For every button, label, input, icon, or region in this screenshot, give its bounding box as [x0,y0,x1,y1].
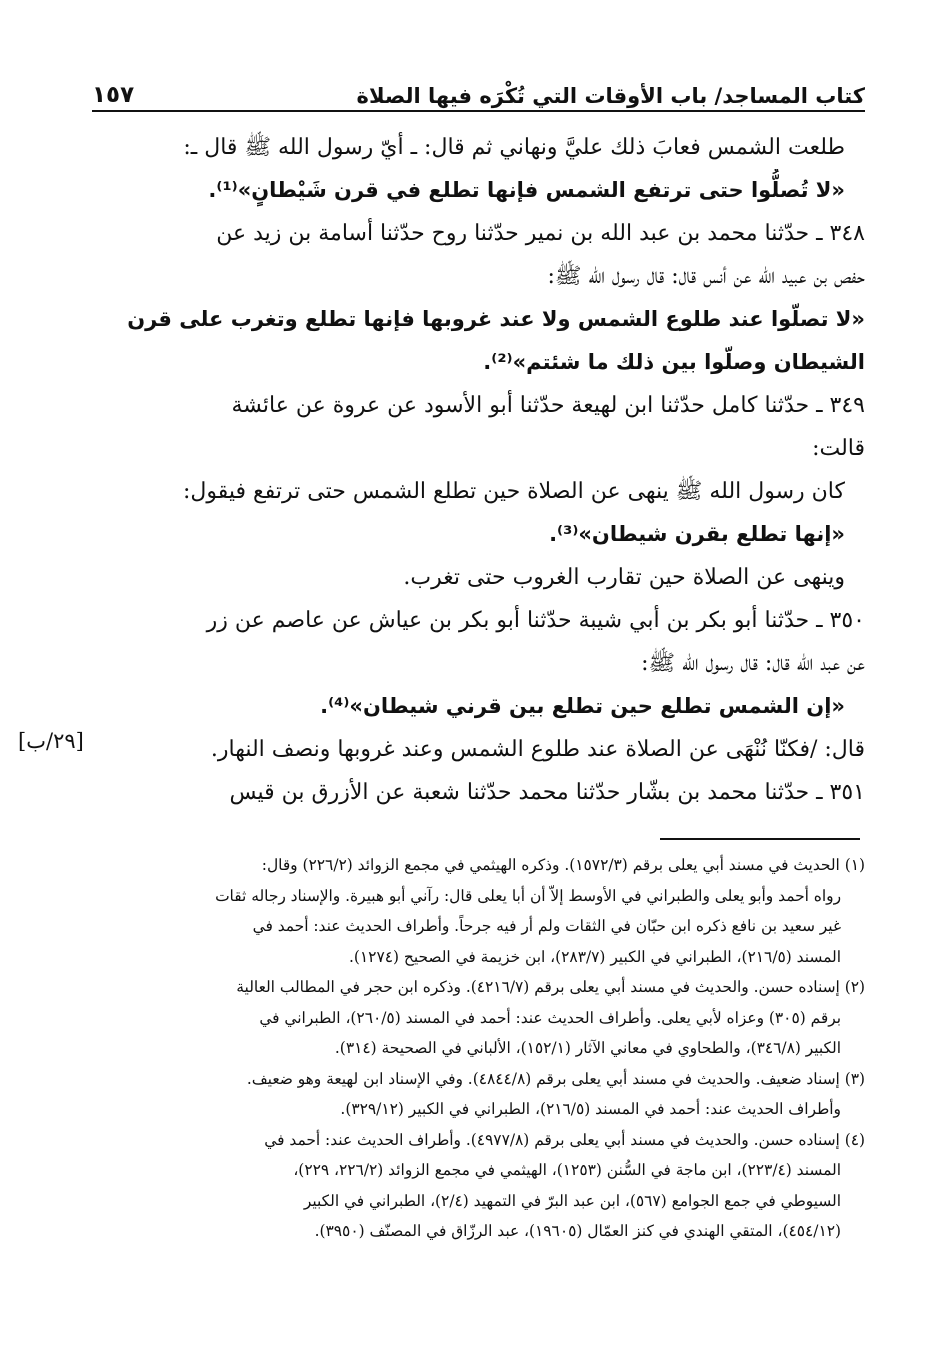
footnote-divider [660,838,860,840]
text-line: كان رسول الله ﷺ ينهى عن الصلاة حين تطلع الشمس حتى ترتفع فيقول: [183,479,845,504]
footnote-line: (٤٥٤/١٢)، المتقي الهندي في كنز العمّال (١٩٦٠٥)، عبد الرزّاق في المصنّف (٣٩٥٠). [314,1222,841,1240]
hadith-chain: ٣٥٠ ـ حدّثنا أبو بكر بن أبي شيبة حدّثنا أبو بكر بن عياش عن عاصم عن زر [206,608,865,633]
folio-marker: [٢٩/ب] [18,729,84,753]
hadith-chain: ٣٤٨ ـ حدّثنا محمد بن عبد الله بن نمير حدّثنا روح حدّثنا أسامة بن زيد عن [216,221,865,246]
main-text [92,126,865,814]
text-line: عن عبد الله قال: قال رسول الله ﷺ: [641,651,865,676]
text-line: طلعت الشمس فعابَ ذلك عليَّ ونهاني ثم قال: ـ أيّ رسول الله ﷺ قال ـ: [183,135,845,160]
hadith-quote: الشيطان وصلّوا بين ذلك ما شئتم»⁽²⁾. [483,350,865,374]
footnote-line: السيوطي في جمع الجوامع (٥٦٧)، ابن عبد البرّ في التمهيد (٢/٤)، الطبراني في الكبير [303,1191,841,1210]
text-line [92,728,865,771]
running-header [92,64,865,108]
footnote-line: رواه أحمد وأبو يعلى والطبراني في الأوسط إلاّ أن أبا يعلى قال: رآني أبو هبيرة. والإسناد رجاله ثقات [215,886,841,905]
text-line: وينهى عن الصلاة حين تقارب الغروب حتى تغرب. [403,565,845,590]
footnote-line: غير سعيد بن نافع ذكره ابن حبّان في الثقات ولم أر فيه جرحاً. وأطراف الحديث عند: أحمد في [252,917,841,935]
hadith-quote: «إن الشمس تطلع حين تطلع بين قرني شيطان»⁽⁴⁾. [320,694,845,718]
footnote-line: المسند (٢١٦/٥)، الطبراني في الكبير (٢٨٣/٧)، ابن خزيمة في الصحيح (١٢٧٤). [349,947,841,966]
footnote-line: (٤) إسناده حسن. والحديث في مسند أبي يعلى برقم (٤٩٧٧/٨). وأطراف الحديث عند: أحمد في [264,1130,865,1149]
footnote-line: (١) الحديث في مسند أبي يعلى برقم (١٥٧٢/٣). وذكره الهيثمي في مجمع الزوائد (٢٢٦/٢) وقال: [261,856,865,874]
hadith-quote: «لا تصلّوا عند طلوع الشمس ولا عند غروبها فإنها تطلع وتغرب على قرن [127,307,865,331]
text-line-content: قال: /فكنّا نُنْهَى عن الصلاة عند طلوع الشمس وعند غروبها ونصف النهار. [210,737,865,762]
hadith-quote: «لا تُصلُّوا حتى ترتفع الشمس فإنها تطلع في قرن شَيْطانٍ»⁽¹⁾. [208,178,845,202]
hadith-chain: ٣٥١ ـ حدّثنا محمد بن بشّار حدّثنا محمد حدّثنا شعبة عن الأزرق بن قيس [229,780,865,805]
hadith-chain: ٣٤٩ ـ حدّثنا كامل حدّثنا ابن لهيعة حدّثنا أبو الأسود عن عروة عن عائشة [231,393,865,418]
page-number: ١٥٧ [92,82,135,108]
footnote-line: المسند (٢٢٣/٤)، ابن ماجة في السُّنن (١٢٥٣)، الهيثمي في مجمع الزوائد (٢٢٦/٢، ٢٢٩)، [293,1161,841,1179]
footnote-line: وأطراف الحديث عند: أحمد في المسند (٢١٦/٥)، الطبراني في الكبير (٣٢٩/١٢). [340,1100,841,1118]
footnotes [112,850,865,1247]
footnote-line: (٢) إسناده حسن. والحديث في مسند أبي يعلى برقم (٤٢١٦/٧). وذكره ابن حجر في المطالب العالية [236,978,865,996]
hadith-quote: «إنها تطلع بقرن شيطان»⁽³⁾. [549,522,845,546]
footnote-line: (٣) إسناد ضعيف. والحديث في مسند أبي يعلى برقم (٤٨٤٤/٨). وفي الإسناد ابن لهيعة وهو ضعيف. [246,1069,865,1088]
text-line: قالت: [812,436,865,461]
header-divider [92,110,865,112]
text-line: حفص بن عبيد الله عن أنس قال: قال رسول الله ﷺ: [547,264,865,289]
footnote-line: الكبير (٣٤٦/٨)، والطحاوي في معاني الآثار (١٥٢/١)، الألباني في الصحيحة (٣١٤). [334,1039,841,1057]
chapter-title: كتاب المساجد/ باب الأوقات التي تُكْرَه فيها الصلاة [356,84,865,108]
footnote-line: برقم (٣٠٥) وعزاه لأبي يعلى. وأطراف الحديث عند: أحمد في المسند (٢٦٠/٥)، الطبراني في [259,1008,841,1027]
